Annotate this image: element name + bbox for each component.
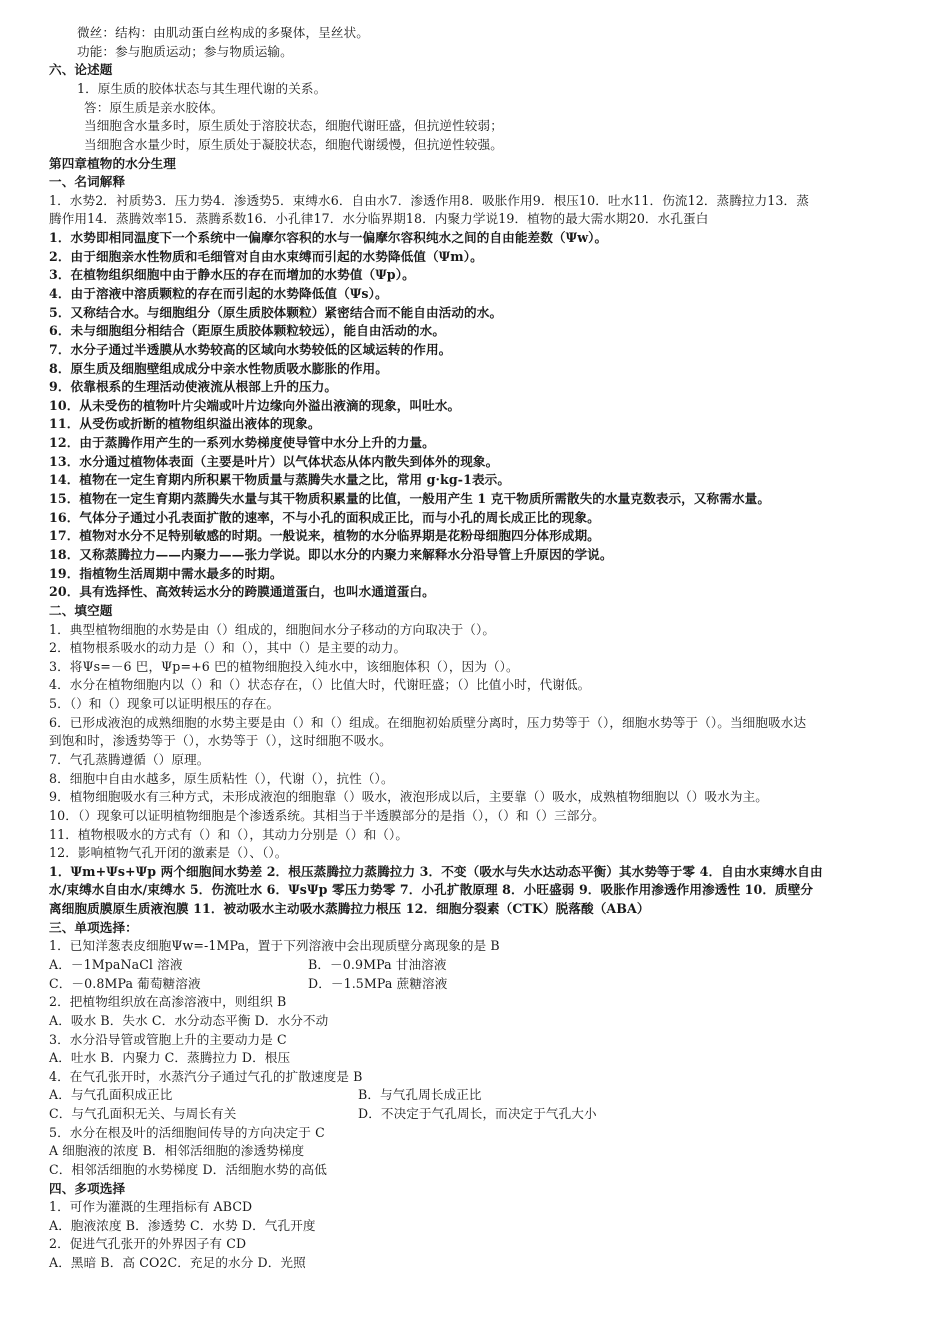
text-line: 2．促进气孔张开的外界因子有 CD (49, 1236, 247, 1251)
text-line: A 细胞液的浓度 B．相邻活细胞的渗透势梯度 (49, 1143, 305, 1158)
text-line: 14．植物在一定生育期内所积累干物质量与蒸腾失水量之比，常用 g·kg-1表示。 (49, 472, 511, 487)
text-line: 2．植物根系吸水的动力是（）和（），其中（）是主要的动力。 (49, 640, 407, 655)
text-line: 一、名词解释 (49, 174, 126, 189)
text-line: 二、填空题 (49, 603, 113, 618)
text-line: 5．水分在根及叶的活细胞间传导的方向决定于 C (49, 1125, 325, 1140)
text-line: 腾作用14．蒸腾效率15．蒸腾系数16．小孔律17．水分临界期18．内聚力学说19．植物的最大需水期20．水孔蛋白 (49, 211, 709, 226)
text-line: 8．原生质及细胞壁组成成分中亲水性物质吸水膨胀的作用。 (49, 361, 388, 376)
text-line: 17．植物对水分不足特别敏感的时期。一般说来，植物的水分临界期是花粉母细胞四分体形成期。 (49, 528, 600, 543)
text-line: A．胞液浓度 B．渗透势 C．水势 D．气孔开度 (49, 1218, 316, 1233)
text-line: A．吸水 B．失水 C．水分动态平衡 D．水分不动 (49, 1013, 329, 1028)
text-line: 8．细胞中自由水越多，原生质粘性（），代谢（），抗性（）。 (49, 771, 394, 786)
text-line: 3．在植物组织细胞中由于静水压的存在而增加的水势值（Ψp）。 (49, 267, 415, 282)
text-line: 四、多项选择 (49, 1181, 126, 1196)
text-line: 1．典型植物细胞的水势是由（）组成的，细胞间水分子移动的方向取决于（）。 (49, 622, 496, 637)
text-line: 5．（）和（）现象可以证明根压的存在。 (49, 696, 280, 711)
text-line: 三、单项选择： (49, 920, 138, 935)
text-line: 9．植物细胞吸水有三种方式，未形成液泡的细胞靠（）吸水，液泡形成以后，主要靠（）吸水，成熟植物细胞以（）吸水为主。 (49, 789, 768, 804)
text-line: 20．具有选择性、高效转运水分的跨膜通道蛋白，也叫水通道蛋白。 (49, 584, 435, 599)
text-line: 4．水分在植物细胞内以（）和（）状态存在，（）比值大时，代谢旺盛；（）比值小时，代谢低。 (49, 677, 591, 692)
text-line: B．－0.9MPa 甘油溶液 (308, 957, 447, 972)
text-line: 4．由于溶液中溶质颗粒的存在而引起的水势降低值（Ψs）。 (49, 286, 388, 301)
text-line: 1．可作为灌溉的生理指标有 ABCD (49, 1199, 253, 1214)
text-line: 功能：参与胞质运动；参与物质运输。 (77, 44, 293, 59)
text-line: 离细胞质膜原生质液泡膜 11．被动吸水主动吸水蒸腾拉力根压 12．细胞分裂素（CTK）脱落酸（ABA） (49, 901, 650, 916)
text-line: 13．水分通过植物体表面（主要是叶片）以气体状态从体内散失到体外的现象。 (49, 454, 499, 469)
text-line: 16．气体分子通过小孔表面扩散的速率，不与小孔的面积成正比，而与小孔的周长成正比的现象。 (49, 510, 600, 525)
text-line: 12．影响植物气孔开闭的激素是（）、（）。 (49, 845, 288, 860)
text-line: C．与气孔面积无关、与周长有关 (49, 1106, 237, 1121)
text-line: 2．由于细胞亲水性物质和毛细管对自由水束缚而引起的水势降低值（Ψm）。 (49, 249, 483, 264)
text-line: A．与气孔面积成正比 (49, 1087, 173, 1102)
text-line: 4．在气孔张开时，水蒸汽分子通过气孔的扩散速度是 B (49, 1069, 363, 1084)
text-line: 19．指植物生活周期中需水最多的时期。 (49, 566, 283, 581)
text-line: 12．由于蒸腾作用产生的一系列水势梯度使导管中水分上升的力量。 (49, 435, 435, 450)
text-line: 1．已知洋葱表皮细胞Ψw=-1MPa，置于下列溶液中会出现质壁分离现象的是 B (49, 938, 500, 953)
text-line: 3．将Ψs=－6 巴，Ψp=+6 巴的植物细胞投入纯水中，该细胞体积（），因为（）。 (49, 659, 519, 674)
text-line: 11．从受伤或折断的植物组织溢出液体的现象。 (49, 416, 321, 431)
text-line: D．不决定于气孔周长，而决定于气孔大小 (358, 1106, 597, 1121)
text-line: 1．水势2．衬质势3．压力势4．渗透势5．束缚水6．自由水7．渗透作用8．吸胀作用9．根压10．吐水11．伤流12．蒸腾拉力13．蒸 (49, 193, 809, 208)
text-line: A．吐水 B．内聚力 C．蒸腾拉力 D．根压 (49, 1050, 291, 1065)
text-line: 15．植物在一定生育期内蒸腾失水量与其干物质积累量的比值，一般用产生 1 克干物质所需散失的水量克数表示，又称需水量。 (49, 491, 771, 506)
text-line: 10．（）现象可以证明植物细胞是个渗透系统。其相当于半透膜部分的是指（），（）和（）三部分。 (49, 808, 605, 823)
text-line: 微丝：结构：由肌动蛋白丝构成的多聚体，呈丝状。 (77, 25, 369, 40)
text-line: 9．依靠根系的生理活动使液流从根部上升的压力。 (49, 379, 338, 394)
text-line: 第四章植物的水分生理 (49, 156, 176, 171)
text-line: 7．水分子通过半透膜从水势较高的区域向水势较低的区域运转的作用。 (49, 342, 452, 357)
text-line: A．－1MpaNaCl 溶液 (49, 957, 183, 972)
text-line: 10．从未受伤的植物叶片尖端或叶片边缘向外溢出液滴的现象，叫吐水。 (49, 398, 461, 413)
text-line: 1．水势即相同温度下一个系统中一偏摩尔容积的水与一偏摩尔容积纯水之间的自由能差数（Ψw）。 (49, 230, 608, 245)
text-line: A．黑暗 B．高 CO2C．充足的水分 D．光照 (49, 1255, 306, 1270)
text-line: 6．已形成液泡的成熟细胞的水势主要是由（）和（）组成。在细胞初始质壁分离时，压力势等于（），细胞水势等于（）。当细胞吸水达 (49, 715, 807, 730)
text-line: 5．又称结合水。与细胞组分（原生质胶体颗粒）紧密结合而不能自由活动的水。 (49, 305, 503, 320)
text-line: 1．原生质的胶体状态与其生理代谢的关系。 (77, 81, 327, 96)
text-line: 当细胞含水量少时，原生质处于凝胶状态，细胞代谢缓慢，但抗逆性较强。 (84, 137, 503, 152)
text-line: 水/束缚水自由水/束缚水 5．伤流吐水 6．ΨsΨp 零压力势零 7．小孔扩散原理 8．小旺盛弱 9．吸胀作用渗透作用渗透性 10．质壁分 (49, 882, 814, 897)
text-line: 3．水分沿导管或管胞上升的主要动力是 C (49, 1032, 287, 1047)
text-line: 7．气孔蒸腾遵循（）原理。 (49, 752, 210, 767)
text-line: 到饱和时，渗透势等于（），水势等于（），这时细胞不吸水。 (49, 733, 392, 748)
text-line: 当细胞含水量多时，原生质处于溶胶状态，细胞代谢旺盛，但抗逆性较弱； (84, 118, 503, 133)
text-line: B．与气孔周长成正比 (358, 1087, 482, 1102)
text-line: 6．未与细胞组分相结合（距原生质胶体颗粒较远），能自由活动的水。 (49, 323, 446, 338)
text-line: 11．植物根吸水的方式有（）和（），其动力分别是（）和（）。 (49, 827, 409, 842)
text-line: D．－1.5MPa 蔗糖溶液 (308, 976, 448, 991)
text-line: C．相邻活细胞的水势梯度 D．活细胞水势的高低 (49, 1162, 327, 1177)
text-line: 18．又称蒸腾拉力——内聚力——张力学说。即以水分的内聚力来解释水分沿导管上升原因的学说。 (49, 547, 613, 562)
text-line: 1．Ψm+Ψs+Ψp 两个细胞间水势差 2．根压蒸腾拉力蒸腾拉力 3．不变（吸水与失水达动态平衡）其水势等于零 4．自由水束缚水自由 (49, 864, 823, 879)
text-line: C．－0.8MPa 葡萄糖溶液 (49, 976, 201, 991)
text-line: 2．把植物组织放在高渗溶液中，则组织 B (49, 994, 287, 1009)
text-line: 六、论述题 (49, 62, 113, 77)
text-line: 答：原生质是亲水胶体。 (84, 100, 224, 115)
